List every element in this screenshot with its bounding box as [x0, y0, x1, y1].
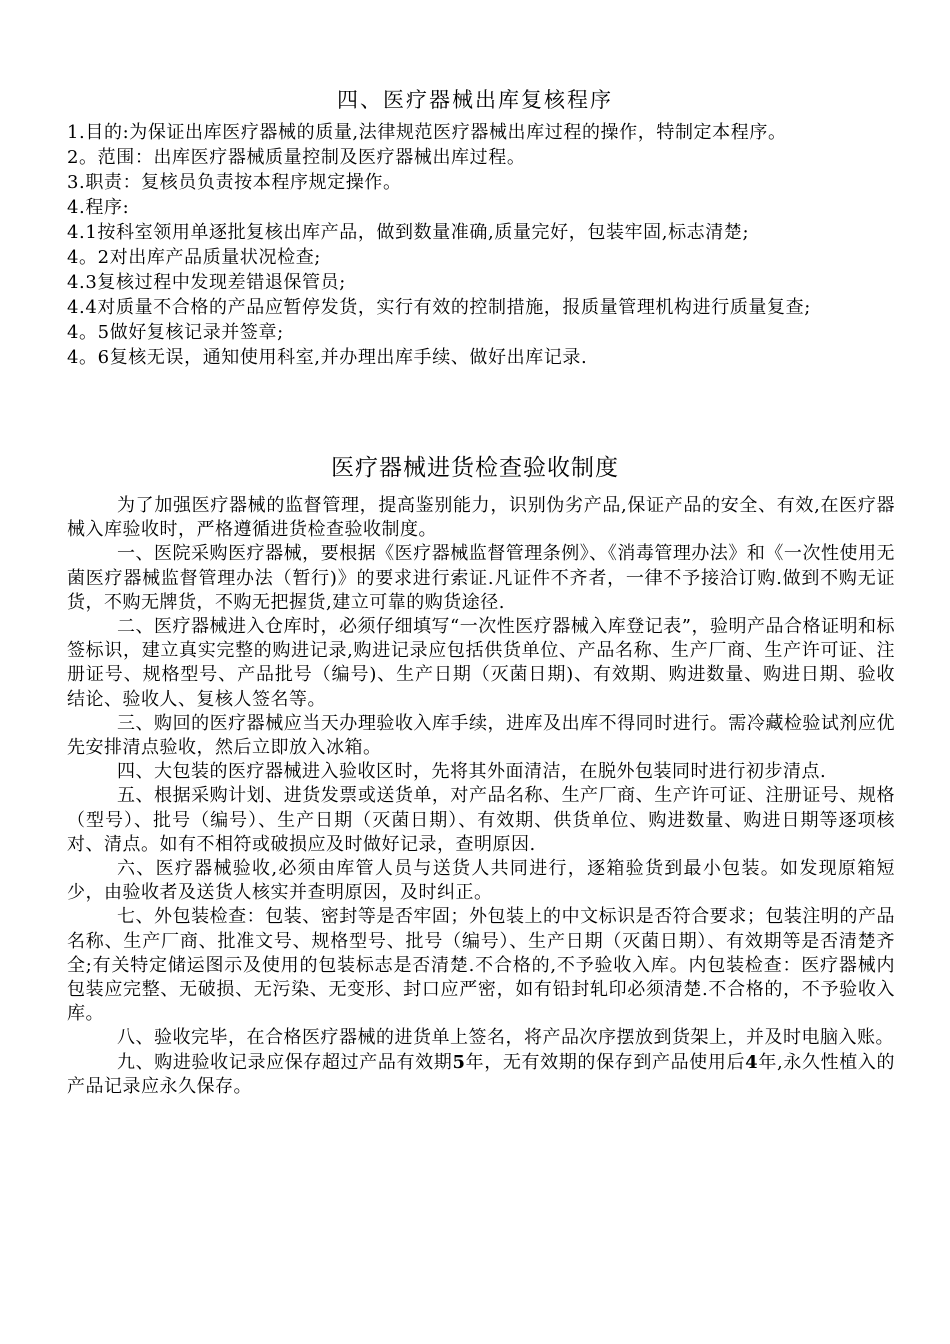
para9-years-5: 5 [452, 1051, 466, 1073]
sec1-item-purpose: 1.目的:为保证出库医疗器械的质量,法律规范医疗器械出库过程的操作，特制定本程序。 [67, 122, 787, 143]
sec2-para-1: 一、医院采购医疗器械，要根据《医疗器械监督管理条例》、《消毒管理办法》和《一次性使用无菌医疗器械监督管理办法（暂行)》的要求进行索证.凡证件不齐者，一律不予接洽订购.做到不购无证货，不购无牌货，不购无把握货,建立可靠的购货途径. [67, 543, 895, 613]
section1-title: 四、医疗器械出库复核程序 [337, 88, 613, 112]
sec2-para-3: 三、购回的医疗器械应当天办理验收入库手续，进库及出库不得同时进行。需冷藏检验试剂应优先安排清点验收，然后立即放入冰箱。 [67, 712, 895, 759]
section2-body [67, 494, 895, 1099]
sec2-para-8: 八、验收完毕，在合格医疗器械的进货单上签名，将产品次序摆放到货架上，并及时电脑入账。 [117, 1027, 894, 1049]
sec1-item-4-2: 4。2对出库产品质量状况检查; [67, 247, 321, 268]
sec2-para-7: 七、外包装检查：包装、密封等是否牢固；外包装上的中文标识是否符合要求；包装注明的产品名称、生产厂商、批准文号、规格型号、批号（编号）、生产日期（灭菌日期）、有效期等是否清楚齐全;有关特定储运图示及使用的包装标志是否清楚.不合格的,不予验收入库。内包装检查：医疗器械内包装应完整、无破损、无污染、无变形、封口应严密，如有铅封轧印必须清楚.不合格的，不予验收入库。 [67, 906, 895, 1025]
sec2-para-5: 五、根据采购计划、进货发票或送货单，对产品名称、生产厂商、生产许可证、注册证号、规格（型号）、批号（编号）、生产日期（灭菌日期）、有效期、供货单位、购进数量、购进日期等逐项核对、清点。如有不相符或破损应及时做好记录，查明原因. [67, 785, 895, 855]
sec2-intro: 为了加强医疗器械的监督管理，提高鉴别能力，识别伪劣产品,保证产品的安全、有效,在医疗器械入库验收时，严格遵循进货检查验收制度。 [67, 495, 895, 541]
sec2-para-4: 四、大包装的医疗器械进入验收区时，先将其外面清洁，在脱外包装同时进行初步清点. [117, 761, 827, 783]
para9-years-4: 4 [745, 1051, 759, 1073]
sec2-para-9 [67, 1051, 895, 1099]
sec1-item-4-1: 4.1按科室领用单逐批复核出库产品，做到数量准确,质量完好，包装牢固,标志清楚; [67, 222, 750, 243]
sec1-item-4-6: 4。6复核无误，通知使用科室,并办理出库手续、做好出库记录. [67, 347, 588, 368]
sec1-item-4-4: 4.4对质量不合格的产品应暂停发货，实行有效的控制措施，报质量管理机构进行质量复查; [67, 297, 811, 318]
para9-text-c: 年，无有效期的保存到产品使用后 [465, 1051, 746, 1073]
sec1-item-4-5: 4。5做好复核记录并签章; [67, 322, 284, 343]
sec2-para-2: 二、医疗器械进入仓库时，必须仔细填写“一次性医疗器械入库登记表”，验明产品合格证明和标签标识，建立真实完整的购进记录,购进记录应包括供货单位、产品名称、生产厂商、生产许可证、注册证号、规格型号、产品批号（编号)、生产日期（灭菌日期)、有效期、购进数量、购进日期、验收结论、验收人、复核人签名等。 [67, 616, 895, 710]
para9-text-a: 九、购进验收记录应保存超过产品有效期 [117, 1051, 453, 1073]
sec2-para-6: 六、医疗器械验收,必须由库管人员与送货人共同进行，逐箱验货到最小包装。如发现原箱短少，由验收者及送货人核实并查明原因，及时纠正。 [67, 858, 895, 904]
section2-title: 医疗器械进货检查验收制度 [331, 455, 619, 481]
sec1-item-duty: 3.职责：复核员负责按本程序规定操作。 [67, 172, 402, 193]
sec1-item-procedure: 4.程序: [67, 197, 130, 218]
para9-text-e: 年,永久性植入的产品记录应永久保存。 [67, 1051, 895, 1097]
sec1-item-scope: 2。范围：出库医疗器械质量控制及医疗器械出库过程。 [67, 147, 526, 168]
sec1-item-4-3: 4.3复核过程中发现差错退保管员; [67, 272, 346, 293]
section1-body [67, 120, 897, 370]
